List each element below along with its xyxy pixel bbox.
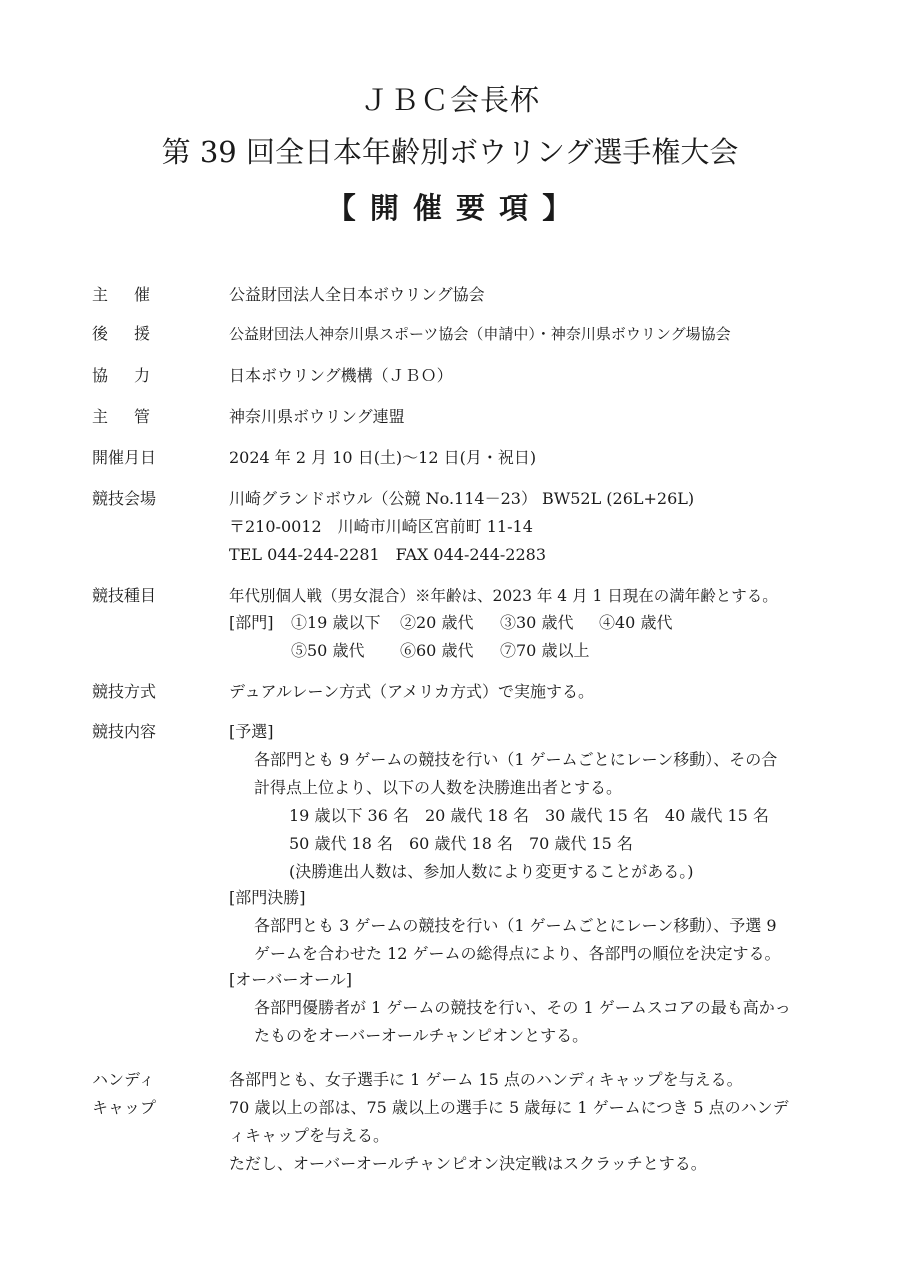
prelim-heading: [予選] — [229, 722, 274, 741]
venue-line: 〒210-0012 川崎市川崎区宮前町 11-14 — [229, 517, 533, 536]
final-line: ゲームを合わせた 12 ゲームの総得点により、各部門の順位を決定する。 — [254, 944, 781, 963]
events-description: 年代別個人戦（男女混合）※年齢は、2023 年 4 月 1 日現在の満年齢とする。 — [229, 587, 778, 605]
label-date: 開催月日 — [92, 448, 157, 467]
division-item: ⑥60 歳代 — [400, 641, 474, 660]
final-line: 各部門とも 3 ゲームの競技を行い（1 ゲームごとにレーン移動）、予選 9 — [254, 916, 777, 935]
division-item: ③30 歳代 — [500, 613, 574, 632]
value-sponsor: 公益財団法人全日本ボウリング協会 — [229, 285, 485, 304]
final-heading: [部門決勝] — [229, 888, 306, 907]
value-format: デュアルレーン方式（アメリカ方式）で実施する。 — [229, 682, 595, 701]
quota-line: 50 歳代 18 名 60 歳代 18 名 70 歳代 15 名 — [289, 834, 633, 853]
label-handicap-line1: ハンディ — [92, 1070, 155, 1089]
division-item: ⑦70 歳以上 — [500, 641, 590, 660]
divisions-heading: [部門] — [229, 613, 274, 632]
division-item: ①19 歳以下 — [291, 613, 381, 632]
cup-title: ＪＢＣ会長杯 — [359, 83, 540, 117]
label-content: 競技内容 — [92, 722, 157, 741]
handicap-line: ただし、オーバーオールチャンピオン決定戦はスクラッチとする。 — [229, 1154, 707, 1173]
overall-line: 各部門優勝者が 1 ゲームの競技を行い、その 1 ゲームスコアの最も高かっ — [254, 998, 791, 1017]
label-venue: 競技会場 — [92, 489, 157, 508]
division-item: ②20 歳代 — [400, 613, 474, 632]
value-cooperation: 日本ボウリング機構（ＪＢＯ） — [229, 366, 453, 385]
guideline-heading: 【 開 催 要 項 】 — [326, 191, 574, 225]
value-date: 2024 年 2 月 10 日(土)～12 日(月・祝日) — [229, 448, 537, 467]
handicap-line: 70 歳以上の部は、75 歳以上の選手に 5 歳毎に 1 ゲームにつき 5 点のハンデ — [229, 1098, 789, 1117]
quota-line: 19 歳以下 36 名 20 歳代 18 名 30 歳代 15 名 40 歳代 15 名 — [289, 806, 769, 825]
label-handicap-line2: キャップ — [92, 1098, 157, 1117]
venue-line: 川崎グランドボウル（公競 No.114－23） BW52L (26L+26L) — [229, 489, 695, 508]
label-support: 後援 — [92, 324, 177, 343]
prelim-line: 計得点上位より、以下の人数を決勝進出者とする。 — [254, 778, 623, 797]
value-support: 公益財団法人神奈川県スポーツ協会（申請中）・神奈川県ボウリング場協会 — [229, 325, 731, 343]
prelim-line: 各部門とも 9 ゲームの競技を行い（1 ゲームごとにレーン移動）、その合 — [254, 750, 778, 769]
venue-line: TEL 044-244-2281 FAX 044-244-2283 — [229, 545, 547, 564]
division-item: ⑤50 歳代 — [291, 641, 365, 660]
label-events: 競技種目 — [92, 586, 157, 605]
handicap-line: 各部門とも、女子選手に 1 ゲーム 15 点のハンディキャップを与える。 — [229, 1070, 743, 1089]
overall-heading: [オーバーオール] — [229, 970, 353, 989]
tournament-title: 第 39 回全日本年齢別ボウリング選手権大会 — [161, 135, 739, 169]
label-cooperation: 協力 — [92, 366, 177, 385]
label-management: 主管 — [92, 407, 177, 426]
label-sponsor: 主催 — [92, 285, 177, 304]
handicap-line: ィキャップを与える。 — [229, 1126, 390, 1145]
value-management: 神奈川県ボウリング連盟 — [229, 407, 405, 426]
division-item: ④40 歳代 — [599, 613, 673, 632]
quota-note: (決勝進出人数は、参加人数により変更することがある。) — [289, 862, 694, 881]
label-format: 競技方式 — [92, 682, 157, 701]
overall-line: たものをオーバーオールチャンピオンとする。 — [254, 1026, 589, 1045]
